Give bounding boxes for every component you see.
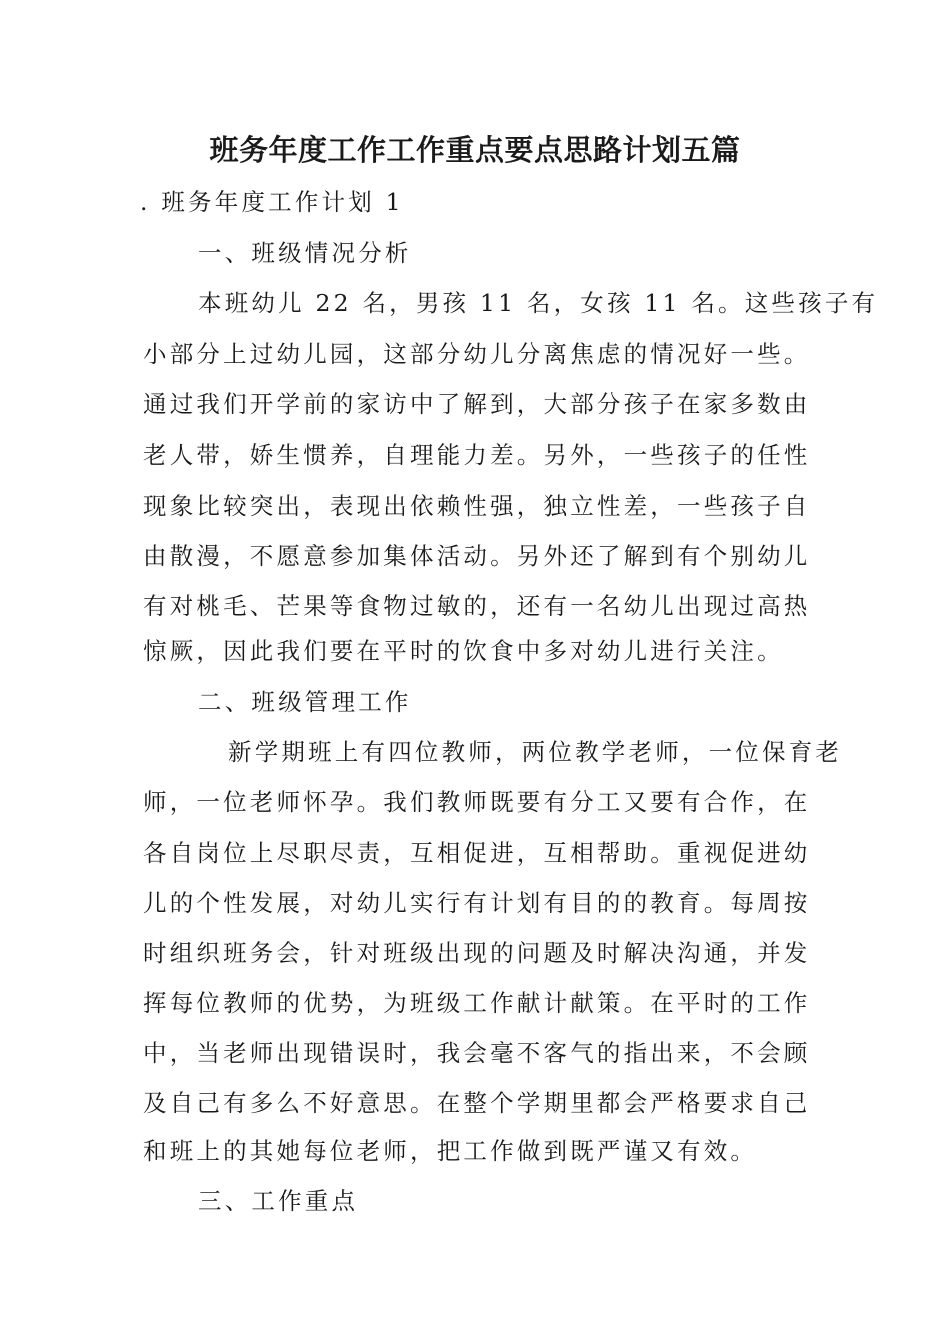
paragraph-line: 时组织班务会，针对班级出现的问题及时解决沟通，并发 <box>143 939 811 967</box>
paragraph-line: 和班上的其她每位老师，把工作做到既严谨又有效。 <box>143 1137 758 1165</box>
document-subtitle: . 班务年度工作计划 1 <box>140 188 404 216</box>
paragraph-line: 各自岗位上尽职尽责，互相促进，互相帮助。重视促进幼 <box>143 839 811 867</box>
section-heading: 三、工作重点 <box>198 1187 359 1215</box>
section-heading: 二、班级管理工作 <box>198 688 412 716</box>
paragraph-line: 挥每位教师的优势，为班级工作献计献策。在平时的工作 <box>143 989 811 1017</box>
paragraph-line: 新学期班上有四位教师，两位教学老师，一位保育老 <box>228 738 843 766</box>
paragraph-line: 由散漫，不愿意参加集体活动。另外还了解到有个别幼儿 <box>143 542 811 570</box>
section-heading: 一、班级情况分析 <box>198 239 412 267</box>
paragraph-line: 师，一位老师怀孕。我们教师既要有分工又要有合作，在 <box>143 788 811 816</box>
paragraph-line: 中，当老师出现错误时，我会毫不客气的指出来，不会顾 <box>143 1039 811 1067</box>
paragraph-line: 老人带，娇生惯养，自理能力差。另外，一些孩子的任性 <box>143 441 811 469</box>
paragraph-line: 及自己有多么不好意思。在整个学期里都会严格要求自己 <box>143 1089 811 1117</box>
paragraph-line: 本班幼儿 22 名，男孩 11 名，女孩 11 名。这些孩子有 <box>198 289 879 317</box>
paragraph-line: 通过我们开学前的家访中了解到，大部分孩子在家多数由 <box>143 390 811 418</box>
paragraph-line: 现象比较突出，表现出依赖性强，独立性差，一些孩子自 <box>143 492 811 520</box>
document-title: 班务年度工作工作重点要点思路计划五篇 <box>209 133 741 167</box>
paragraph-line: 儿的个性发展，对幼儿实行有计划有目的的教育。每周按 <box>143 889 811 917</box>
paragraph-line: 惊厥，因此我们要在平时的饮食中多对幼儿进行关注。 <box>143 637 784 665</box>
paragraph-line: 小部分上过幼儿园，这部分幼儿分离焦虑的情况好一些。 <box>143 340 811 368</box>
paragraph-line: 有对桃毛、芒果等食物过敏的，还有一名幼儿出现过高热 <box>143 592 811 620</box>
